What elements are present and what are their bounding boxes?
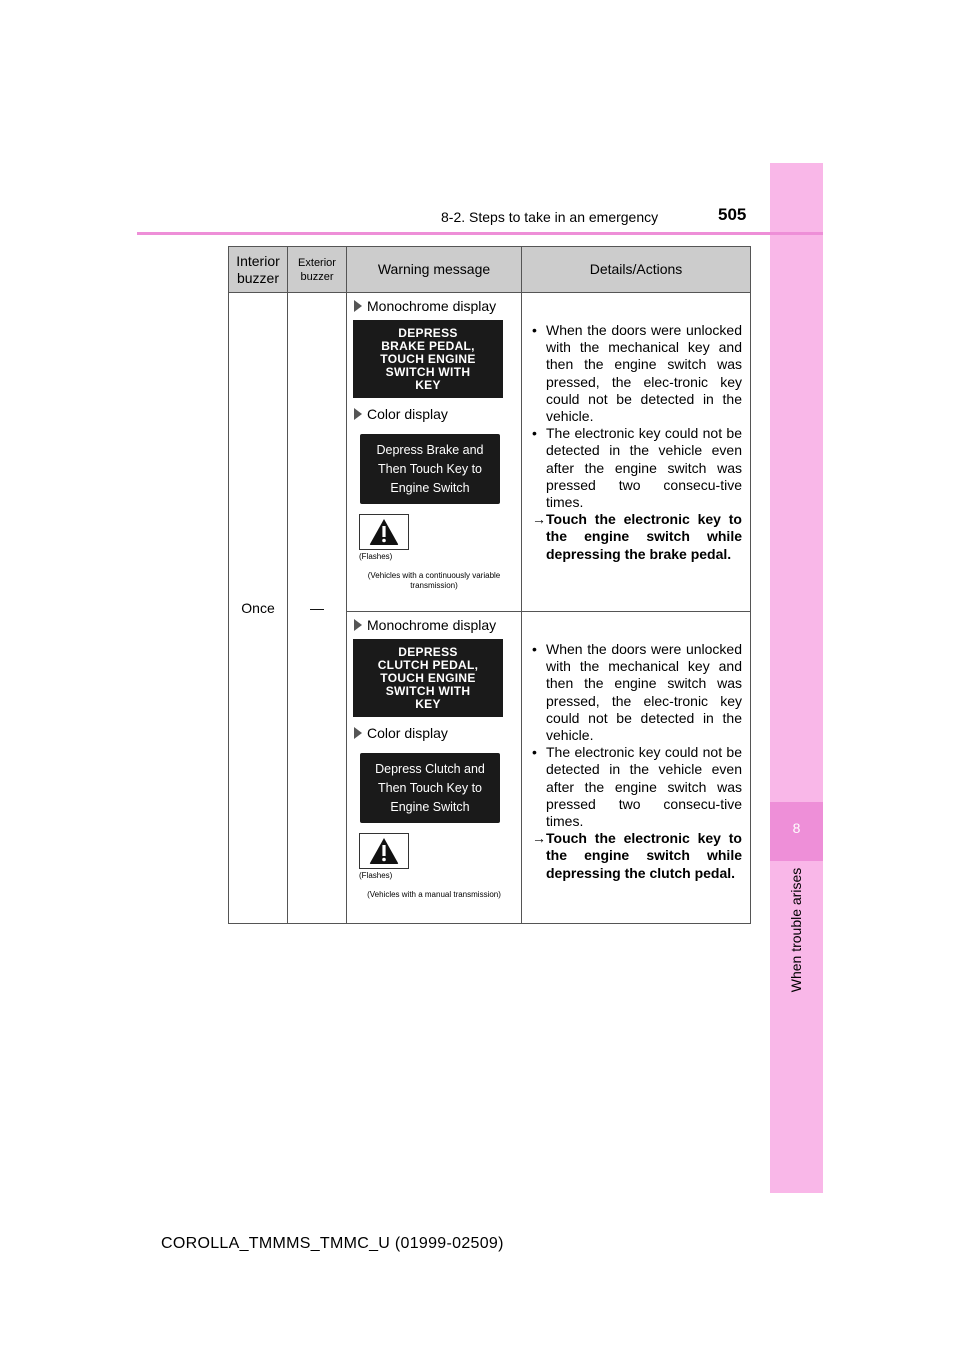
- column-header-exterior-buzzer: Exterior buzzer: [288, 247, 347, 293]
- detail-action: [532, 830, 742, 882]
- warning-light-box: [359, 514, 409, 550]
- option-label: Color display: [367, 725, 448, 741]
- arrow-icon: →: [532, 830, 546, 847]
- triangle-bullet-icon: [354, 300, 362, 312]
- page-number: 505: [718, 205, 747, 224]
- option-monochrome: [354, 617, 517, 633]
- triangle-bullet-icon: [354, 619, 362, 631]
- document-footer: COROLLA_TMMMS_TMMC_U (01999-02509): [161, 1235, 504, 1252]
- monochrome-message: DEPRESS BRAKE PEDAL, TOUCH ENGINE SWITCH WITH KEY: [380, 325, 476, 392]
- section-title: 8-2. Steps to take in an emergency: [441, 209, 659, 225]
- warning-triangle-icon: [369, 837, 399, 865]
- detail-text: The electronic key could not be detected in the vehicle even after the engine switch was pressed two consecu-tive times.: [546, 744, 742, 830]
- color-display-image: [360, 753, 500, 823]
- detail-bullet: • The electronic key could not be detected in the vehicle even after the engine switch was pressed two consecu-tive times.: [532, 425, 742, 511]
- option-label: Monochrome display: [367, 617, 497, 633]
- details-cell: [522, 612, 751, 924]
- option-label: Monochrome display: [367, 298, 497, 314]
- detail-text: The electronic key could not be detected in the vehicle even after the engine switch was pressed two consecu-tive times.: [546, 425, 742, 511]
- interior-buzzer-cell: Once: [229, 293, 288, 924]
- chapter-label: When trouble arises: [788, 867, 804, 993]
- action-text: Touch the electronic key to the engine switch while depressing the clutch pedal.: [546, 830, 742, 881]
- monochrome-display-image: [353, 639, 503, 717]
- option-monochrome: [354, 298, 517, 314]
- transmission-note: (Vehicles with a continuously variable transmission): [367, 571, 501, 590]
- header-rule: [137, 232, 823, 235]
- monochrome-display-image: [353, 320, 503, 398]
- flashes-caption: (Flashes): [359, 552, 393, 561]
- table-row: [229, 293, 751, 612]
- flashes-caption: (Flashes): [359, 871, 393, 880]
- detail-text: When the doors were unlocked with the mechanical key and then the engine switch was pressed, the elec-tronic key could not be detected in the vehicle.: [546, 322, 742, 425]
- warning-light-box: [359, 833, 409, 869]
- color-display-image: [360, 434, 500, 504]
- warning-message-cell: [347, 612, 522, 924]
- table-header-row: [229, 247, 751, 293]
- monochrome-message: DEPRESS CLUTCH PEDAL, TOUCH ENGINE SWITCH WITH KEY: [377, 644, 479, 711]
- detail-text: When the doors were unlocked with the mechanical key and then the engine switch was pressed, the elec-tronic key could not be detected in the vehicle.: [546, 641, 742, 744]
- triangle-bullet-icon: [354, 727, 362, 739]
- transmission-note: (Vehicles with a manual transmission): [367, 890, 501, 899]
- detail-bullet: • The electronic key could not be detected in the vehicle even after the engine switch was pressed two consecu-tive times.: [532, 744, 742, 830]
- detail-bullet: • When the doors were unlocked with the mechanical key and then the engine switch was pressed, the elec-tronic key could not be detected in the vehicle.: [532, 322, 742, 425]
- warning-message-cell: [347, 293, 522, 612]
- warning-table: [228, 246, 751, 924]
- chapter-number: 8: [792, 820, 801, 836]
- option-color: [354, 406, 517, 422]
- detail-bullet: • When the doors were unlocked with the mechanical key and then the engine switch was pressed, the elec-tronic key could not be detected in the vehicle.: [532, 641, 742, 744]
- option-color: [354, 725, 517, 741]
- option-label: Color display: [367, 406, 448, 422]
- color-message: Depress Brake and Then Touch Key to Engine Switch: [376, 442, 484, 495]
- action-text: Touch the electronic key to the engine switch while depressing the brake pedal.: [546, 511, 742, 562]
- exterior-buzzer-cell: —: [288, 293, 347, 924]
- detail-action: [532, 511, 742, 563]
- column-header-details-actions: Details/Actions: [522, 247, 751, 293]
- side-tab: [770, 163, 823, 1193]
- warning-triangle-icon: [369, 518, 399, 546]
- column-header-interior-buzzer: Interior buzzer: [229, 247, 288, 293]
- column-header-warning-message: Warning message: [347, 247, 522, 293]
- arrow-icon: →: [532, 511, 546, 528]
- details-cell: [522, 293, 751, 612]
- triangle-bullet-icon: [354, 408, 362, 420]
- color-message: Depress Clutch and Then Touch Key to Engine Switch: [375, 761, 485, 814]
